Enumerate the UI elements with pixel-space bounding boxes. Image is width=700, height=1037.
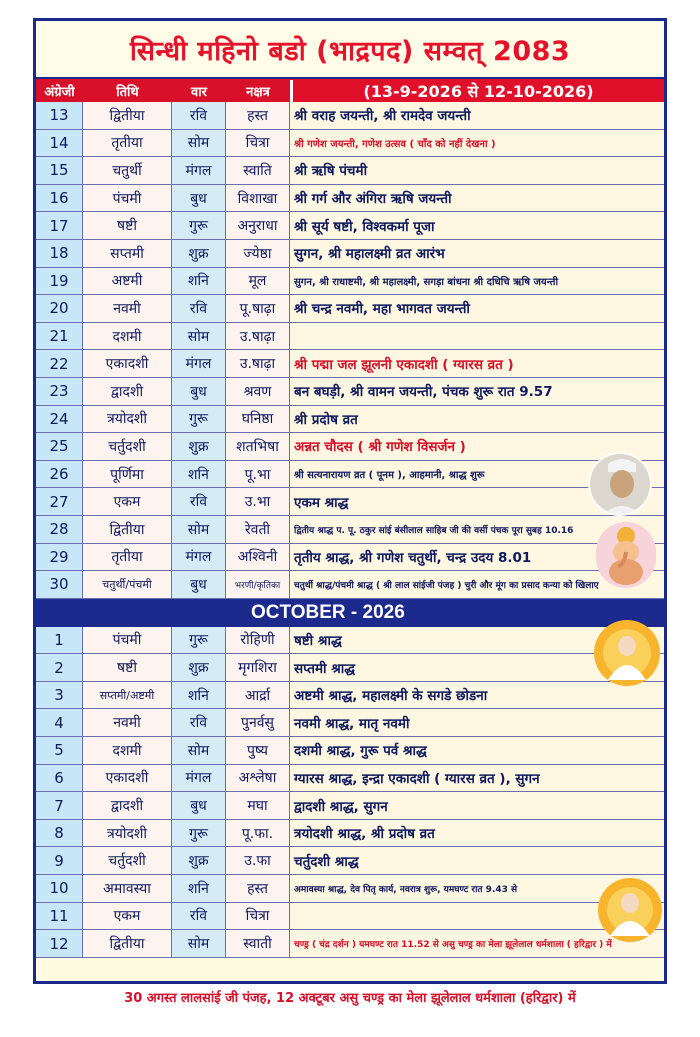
vaar-cell: शुक्र xyxy=(172,240,226,267)
nakshatra-cell: शतभिषा xyxy=(226,433,290,460)
date-cell: 5 xyxy=(36,737,83,764)
tithi-cell: चतुर्थी xyxy=(83,157,172,184)
vaar-cell: शनि xyxy=(172,268,226,295)
vaar-cell: बुध xyxy=(172,378,226,405)
nakshatra-cell: अश्लेषा xyxy=(226,765,290,792)
vaar-cell: रवि xyxy=(172,488,226,515)
ganesh-image xyxy=(596,522,656,588)
date-cell: 22 xyxy=(36,350,83,377)
tithi-cell: सप्तमी/अष्टमी xyxy=(83,682,172,709)
page-title: सिन्धी महिनो बडो (भाद्रपद) सम्वत् 2083 xyxy=(36,21,664,79)
nakshatra-cell: उ.फा xyxy=(226,847,290,874)
event-cell: सुगन, श्री महालक्ष्मी व्रत आरंभ xyxy=(290,240,664,267)
nakshatra-cell: ज्येष्ठा xyxy=(226,240,290,267)
tithi-cell: एकम xyxy=(83,903,172,930)
event-cell: अमावस्या श्राद्ध, देव पितृ कार्य, नवरात्र शुरू, यमघण्ट रात 9.43 से xyxy=(290,875,664,902)
table-row xyxy=(36,461,664,489)
date-cell: 1 xyxy=(36,627,83,654)
october-rows xyxy=(36,627,664,958)
tithi-cell: दशमी xyxy=(83,737,172,764)
date-cell: 12 xyxy=(36,930,83,957)
nakshatra-cell: पू.फा. xyxy=(226,820,290,847)
table-row xyxy=(36,571,664,599)
table-row xyxy=(36,295,664,323)
vaar-cell: शुक्र xyxy=(172,433,226,460)
tithi-cell: अष्टमी xyxy=(83,268,172,295)
vaar-cell: मंगल xyxy=(172,544,226,571)
date-cell: 3 xyxy=(36,682,83,709)
vaar-cell: गुरू xyxy=(172,212,226,239)
date-cell: 19 xyxy=(36,268,83,295)
vaar-cell: रवि xyxy=(172,903,226,930)
nakshatra-cell: पुनर्वसु xyxy=(226,709,290,736)
vaar-cell: सोम xyxy=(172,516,226,543)
vaar-cell: गुरू xyxy=(172,627,226,654)
tithi-cell: चर्तुदशी xyxy=(83,433,172,460)
tithi-cell: नवमी xyxy=(83,295,172,322)
nakshatra-cell: उ.भा xyxy=(226,488,290,515)
tithi-cell: पंचमी xyxy=(83,627,172,654)
vaar-cell: शुक्र xyxy=(172,654,226,681)
nakshatra-cell: श्रवण xyxy=(226,378,290,405)
nakshatra-cell: चित्रा xyxy=(226,903,290,930)
tithi-cell: षष्टी xyxy=(83,654,172,681)
vaar-cell: शनि xyxy=(172,461,226,488)
header-vaar: वार xyxy=(191,84,207,100)
tithi-cell: तृतीया xyxy=(83,130,172,157)
date-cell: 18 xyxy=(36,240,83,267)
event-cell: श्री सूर्य षष्टी, विश्वकर्मा पूजा xyxy=(290,212,664,239)
nakshatra-cell: विशाखा xyxy=(226,185,290,212)
tithi-cell: चतुर्थी/पंचमी xyxy=(83,571,172,598)
tithi-cell: द्वादशी xyxy=(83,378,172,405)
nakshatra-cell: रेवती xyxy=(226,516,290,543)
vaar-cell: बुध xyxy=(172,571,226,598)
event-cell: एकम श्राद्ध xyxy=(290,488,664,515)
event-cell: त्रयोदशी श्राद्ध, श्री प्रदोष व्रत xyxy=(290,820,664,847)
date-cell: 29 xyxy=(36,544,83,571)
table-row xyxy=(36,820,664,848)
event-cell: चर्तुदशी श्राद्ध xyxy=(290,847,664,874)
table-row xyxy=(36,627,664,655)
nakshatra-cell: चित्रा xyxy=(226,130,290,157)
date-cell: 11 xyxy=(36,903,83,930)
date-cell: 2 xyxy=(36,654,83,681)
vaar-cell: शनि xyxy=(172,875,226,902)
vaar-cell: मंगल xyxy=(172,350,226,377)
date-cell: 24 xyxy=(36,406,83,433)
event-cell: चण्ड्र ( चंद्र दर्शन ) यमघण्ट रात 11.52 से असु चण्ड्र का मेला झूलेलाल धर्मशाला ( हरिद्वार ) में xyxy=(290,930,664,957)
header-english: अंग्रेजी xyxy=(44,84,75,100)
nakshatra-cell: रोहिणी xyxy=(226,627,290,654)
tithi-cell: त्रयोदशी xyxy=(83,820,172,847)
jhulelal-image-bottom xyxy=(598,876,662,944)
vaar-cell: रवि xyxy=(172,709,226,736)
table-row xyxy=(36,268,664,296)
tithi-cell: दशमी xyxy=(83,323,172,350)
nakshatra-cell: स्वाती xyxy=(226,930,290,957)
tithi-cell: अमावस्या xyxy=(83,875,172,902)
calendar-frame xyxy=(33,18,667,984)
date-cell: 14 xyxy=(36,130,83,157)
nakshatra-cell: पू.षाढ़ा xyxy=(226,295,290,322)
table-row xyxy=(36,682,664,710)
tithi-cell: पंचमी xyxy=(83,185,172,212)
vaar-cell: बुध xyxy=(172,185,226,212)
table-row xyxy=(36,765,664,793)
date-cell: 15 xyxy=(36,157,83,184)
september-rows xyxy=(36,102,664,599)
table-row xyxy=(36,378,664,406)
vaar-cell: सोम xyxy=(172,323,226,350)
tithi-cell: द्वादशी xyxy=(83,792,172,819)
event-cell xyxy=(290,323,664,350)
event-cell: ग्यारस श्राद्ध, इन्द्रा एकादशी ( ग्यारस व्रत ), सुगन xyxy=(290,765,664,792)
table-row xyxy=(36,323,664,351)
vaar-cell: रवि xyxy=(172,102,226,129)
nakshatra-cell: अश्विनी xyxy=(226,544,290,571)
tithi-cell: एकादशी xyxy=(83,765,172,792)
date-cell: 30 xyxy=(36,571,83,598)
event-cell: श्री सत्यनारायण व्रत ( पूनम ), आहमानी, श्राद्ध शुरू xyxy=(290,461,664,488)
nakshatra-cell: पुष्य xyxy=(226,737,290,764)
table-row xyxy=(36,102,664,130)
table-row xyxy=(36,185,664,213)
table-row xyxy=(36,433,664,461)
tithi-cell: चर्तुदशी xyxy=(83,847,172,874)
date-cell: 20 xyxy=(36,295,83,322)
date-cell: 23 xyxy=(36,378,83,405)
tithi-cell: द्वितीया xyxy=(83,516,172,543)
tithi-cell: षष्टी xyxy=(83,212,172,239)
tithi-cell: एकम xyxy=(83,488,172,515)
event-cell: अष्टमी श्राद्ध, महालक्ष्मी के सगडे छोडना xyxy=(290,682,664,709)
vaar-cell: सोम xyxy=(172,930,226,957)
table-row xyxy=(36,488,664,516)
vaar-cell: गुरू xyxy=(172,406,226,433)
date-cell: 28 xyxy=(36,516,83,543)
tithi-cell: पूर्णिमा xyxy=(83,461,172,488)
date-cell: 9 xyxy=(36,847,83,874)
event-cell: नवमी श्राद्ध, मातृ नवमी xyxy=(290,709,664,736)
vaar-cell: बुध xyxy=(172,792,226,819)
date-range: (13-9-2026 से 12-10-2026) xyxy=(290,80,664,102)
table-row xyxy=(36,654,664,682)
event-cell: दशमी श्राद्ध, गुरू पर्व श्राद्ध xyxy=(290,737,664,764)
event-cell: श्री वराह जयन्ती, श्री रामदेव जयन्ती xyxy=(290,102,664,129)
table-row xyxy=(36,240,664,268)
table-row xyxy=(36,157,664,185)
vaar-cell: मंगल xyxy=(172,765,226,792)
table-row xyxy=(36,544,664,572)
date-cell: 10 xyxy=(36,875,83,902)
table-row xyxy=(36,406,664,434)
table-row xyxy=(36,847,664,875)
date-cell: 27 xyxy=(36,488,83,515)
tithi-cell: द्वितीया xyxy=(83,930,172,957)
date-cell: 25 xyxy=(36,433,83,460)
event-cell: षष्टी श्राद्ध xyxy=(290,627,664,654)
nakshatra-cell: हस्त xyxy=(226,875,290,902)
nakshatra-cell: मघा xyxy=(226,792,290,819)
nakshatra-cell: आर्द्रा xyxy=(226,682,290,709)
event-cell: सुगन, श्री राधाष्टमी, श्री महालक्ष्मी, सगड़ा बांधना श्री दधिचि ऋषि जयन्ती xyxy=(290,268,664,295)
vaar-cell: रवि xyxy=(172,295,226,322)
header-tithi: तिथि xyxy=(116,84,139,100)
nakshatra-cell: स्वाति xyxy=(226,157,290,184)
table-row xyxy=(36,903,664,931)
date-cell: 26 xyxy=(36,461,83,488)
event-cell: श्री गणेश जयन्ती, गणेश उत्सव ( चाँद को नहीं देखना ) xyxy=(290,130,664,157)
header-nakshatra: नक्षत्र xyxy=(246,84,270,100)
nakshatra-cell: हस्त xyxy=(226,102,290,129)
jhulelal-image-top xyxy=(594,618,660,688)
event-cell: श्री ऋषि पंचमी xyxy=(290,157,664,184)
event-cell: श्री प्रदोष व्रत xyxy=(290,406,664,433)
event-cell: द्वितीय श्राद्ध प. पू. ठकुर सांई बंसीलाल साहिब जी की वर्सी पंचक पूरा सुबह 10.16 xyxy=(290,516,664,543)
date-cell: 6 xyxy=(36,765,83,792)
portrait-image xyxy=(588,452,652,516)
vaar-cell: शनि xyxy=(172,682,226,709)
nakshatra-cell: मूल xyxy=(226,268,290,295)
event-cell: चतुर्थी श्राद्ध/पंचमी श्राद्ध ( श्री लाल सांईजी पंजह ) चुरी और मूंग का प्रसाद कन्या को खिलाए xyxy=(290,571,664,598)
table-row xyxy=(36,792,664,820)
table-row xyxy=(36,350,664,378)
table-row xyxy=(36,130,664,158)
nakshatra-cell: भरणी/कृतिका xyxy=(226,571,290,598)
event-cell: सप्तमी श्राद्ध xyxy=(290,654,664,681)
date-cell: 8 xyxy=(36,820,83,847)
vaar-cell: शुक्र xyxy=(172,847,226,874)
tithi-cell: त्रयोदशी xyxy=(83,406,172,433)
tithi-cell: तृतीया xyxy=(83,544,172,571)
table-row xyxy=(36,875,664,903)
nakshatra-cell: मृगशिरा xyxy=(226,654,290,681)
table-row xyxy=(36,930,664,958)
vaar-cell: गुरू xyxy=(172,820,226,847)
month-banner: OCTOBER - 2026 xyxy=(36,599,664,627)
table-row xyxy=(36,516,664,544)
vaar-cell: मंगल xyxy=(172,157,226,184)
tithi-cell: सप्तमी xyxy=(83,240,172,267)
table-row xyxy=(36,737,664,765)
date-cell: 13 xyxy=(36,102,83,129)
date-cell: 4 xyxy=(36,709,83,736)
nakshatra-cell: पू.भा xyxy=(226,461,290,488)
nakshatra-cell: उ.षाढ़ा xyxy=(226,350,290,377)
event-cell: श्री चन्द्र नवमी, महा भागवत जयन्ती xyxy=(290,295,664,322)
tithi-cell: नवमी xyxy=(83,709,172,736)
event-cell: अन्नत चौदस ( श्री गणेश विसर्जन ) xyxy=(290,433,664,460)
event-cell: द्वादशी श्राद्ध, सुगन xyxy=(290,792,664,819)
event-cell: बन बघड़ी, श्री वामन जयन्ती, पंचक शुरू रात 9.57 xyxy=(290,378,664,405)
vaar-cell: सोम xyxy=(172,130,226,157)
nakshatra-cell: अनुराधा xyxy=(226,212,290,239)
date-cell: 21 xyxy=(36,323,83,350)
tithi-cell: द्वितीया xyxy=(83,102,172,129)
table-header xyxy=(36,79,664,102)
vaar-cell: सोम xyxy=(172,737,226,764)
nakshatra-cell: घनिष्ठा xyxy=(226,406,290,433)
table-row xyxy=(36,709,664,737)
event-cell: तृतीय श्राद्ध, श्री गणेश चतुर्थी, चन्द्र उदय 8.01 xyxy=(290,544,664,571)
tithi-cell: एकादशी xyxy=(83,350,172,377)
event-cell: श्री गर्ग और अंगिरा ऋषि जयन्ती xyxy=(290,185,664,212)
nakshatra-cell: उ.षाढ़ा xyxy=(226,323,290,350)
date-cell: 7 xyxy=(36,792,83,819)
date-cell: 17 xyxy=(36,212,83,239)
table-row xyxy=(36,212,664,240)
footer-note: 30 अगस्त लालसांई जी पंजह, 12 अक्टूबर असु चण्ड्र का मेला झूलेलाल धर्मशाला (हरिद्वार) में xyxy=(124,991,576,1006)
event-cell: श्री पद्मा जल झूलनी एकादशी ( ग्यारस व्रत ) xyxy=(290,350,664,377)
date-cell: 16 xyxy=(36,185,83,212)
